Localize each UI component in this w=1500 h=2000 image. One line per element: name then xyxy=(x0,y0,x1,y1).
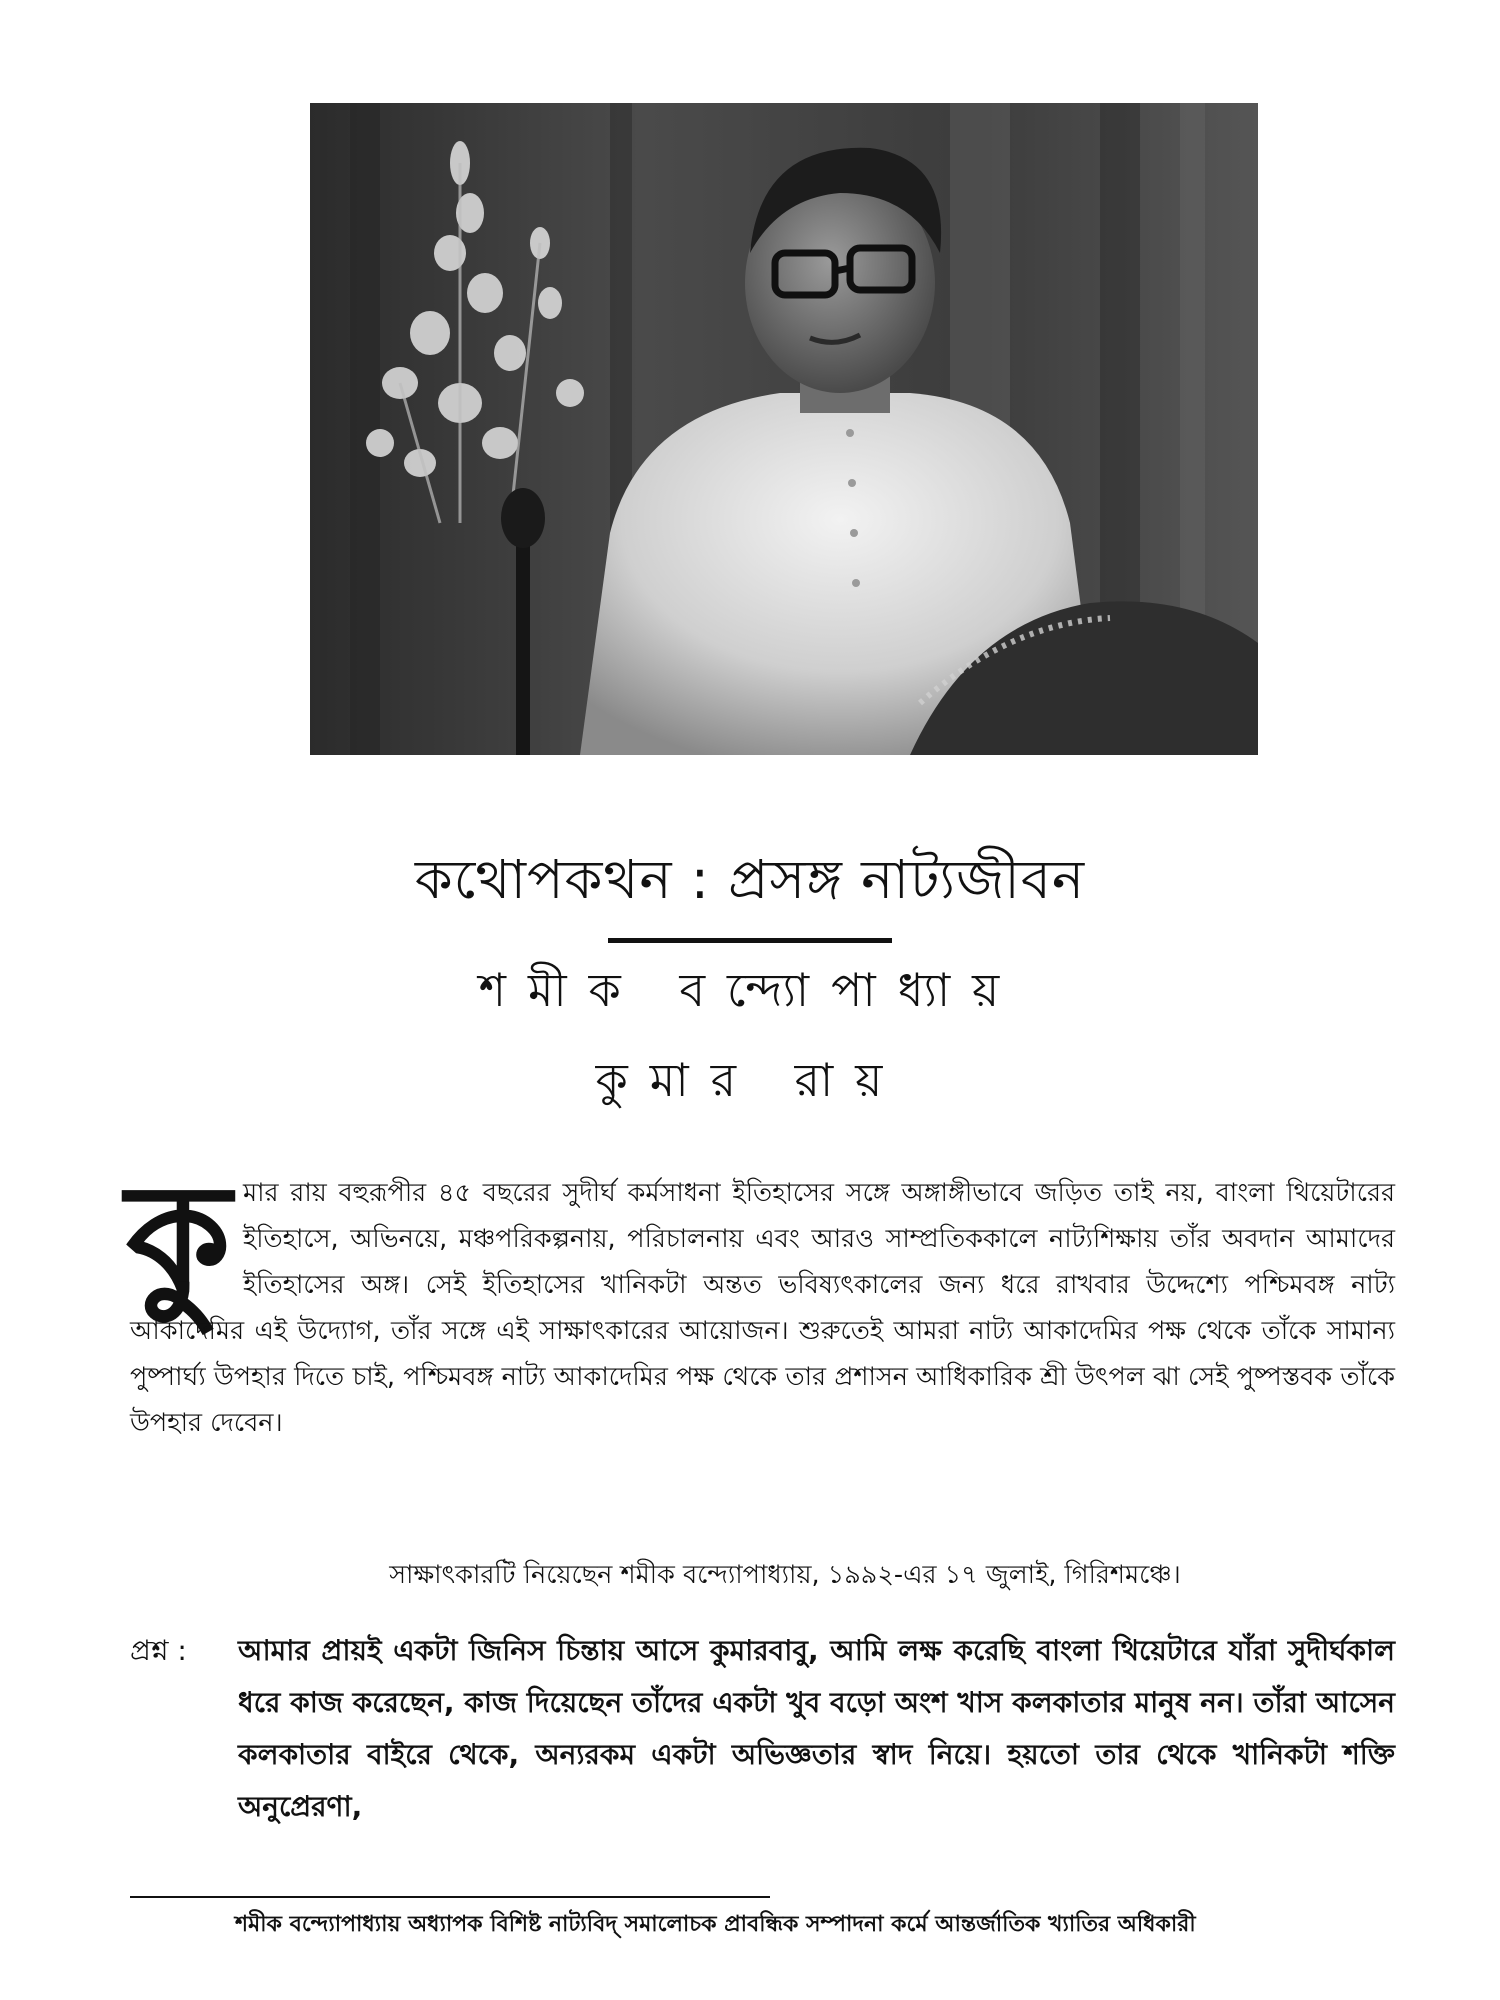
question-text: আমার প্রায়ই একটা জিনিস চিন্তায় আসে কুমারবাবু, আমি লক্ষ করেছি বাংলা থিয়েটারে যাঁরা সুদীর্ঘকাল ধরে কাজ করেছেন, কাজ দিয়েছেন তাঁদের একটা খুব বড়ো অংশ খাস কলকাতার মানুষ নন। তাঁরা আসেন কলকাতার বাইরে থেকে, অন্যরকম একটা অভিজ্ঞতার স্বাদ নিয়ে। হয়তো তার থেকে খানিকটা শক্তি অনুপ্রেরণা, xyxy=(238,1634,1395,1823)
drop-cap: কু xyxy=(126,1152,231,1326)
author-name: শমীক বন্দ্যোপাধ্যায় xyxy=(478,963,1022,1017)
author-name: কুমার রায় xyxy=(595,1053,905,1107)
interview-credit: সাক্ষাৎকারটি নিয়েছেন শমীক বন্দ্যোপাধ্যায়, ১৯৯২-এর ১৭ জুলাই, গিরিশমঞ্চে। xyxy=(389,1560,1181,1590)
article-title: কথোপকথন : প্রসঙ্গ নাট্যজীবন xyxy=(414,848,1086,911)
intro-text: মার রায় বহুরূপীর ৪৫ বছরের সুদীর্ঘ কর্মসাধনা ইতিহাসের সঙ্গে অঙ্গাঙ্গীভাবে জড়িত তাই নয়, বাংলা থিয়েটারের ইতিহাসে, অভিনয়ে, মঞ্চপরিকল্পনায়, পরিচালনায় এবং আরও সাম্প্রতিককালে নাট্যশিক্ষায় তাঁর অবদান আমাদের ইতিহাসের অঙ্গ। সেই ইতিহাসের খানিকটা অন্তত ভবিষ্যৎকালের জন্য ধরে রাখবার উদ্দেশ্যে পশ্চিমবঙ্গ নাট্য আকাদেমির এই উদ্যোগ, তাঁর সঙ্গে এই সাক্ষাৎকারের আয়োজন। শুরুতেই আমরা নাট্য আকাদেমির পক্ষ থেকে তাঁকে সামান্য পুষ্পার্ঘ্য উপহার দিতে চাই, পশ্চিমবঙ্গ নাট্য আকাদেমির পক্ষ থেকে তার প্রশাসন আধিকারিক শ্রী উৎপল ঝা সেই পুষ্পস্তবক তাঁকে উপহার দেবেন। xyxy=(130,1178,1395,1438)
question-label: প্রশ্ন : xyxy=(130,1634,187,1667)
question-block xyxy=(130,1625,1395,1833)
intro-paragraph xyxy=(126,1152,1395,1446)
portrait-photo xyxy=(310,103,1258,755)
portrait-illustration xyxy=(310,103,1258,755)
title-underline xyxy=(608,938,892,943)
footnote-divider xyxy=(130,1896,770,1898)
footnote: শমীক বন্দ্যোপাধ্যায় অধ্যাপক বিশিষ্ট নাট্যবিদ্ সমালোচক প্রাবন্ধিক সম্পাদনা কর্মে আন্তর্জাতিক খ্যাতির অধিকারী xyxy=(235,1912,1196,1937)
